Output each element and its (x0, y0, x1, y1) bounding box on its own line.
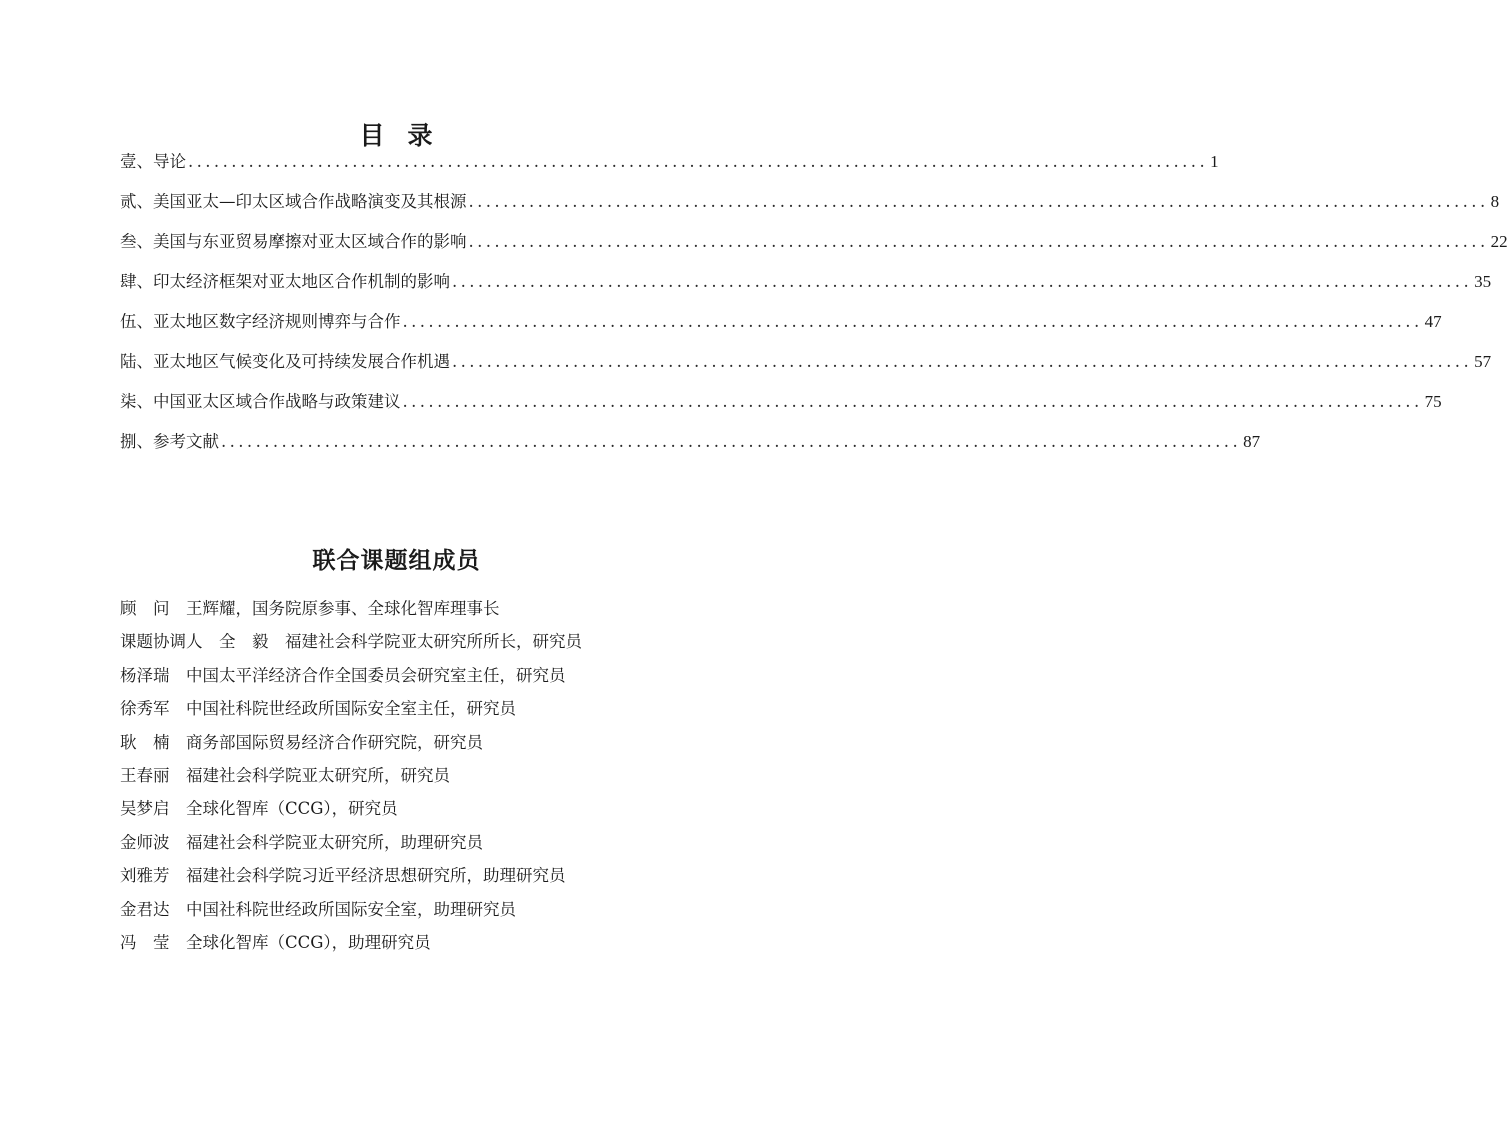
member-description: 全 毅 福建社会科学院亚太研究所所长，研究员 (219, 632, 582, 652)
toc-entry-label: 捌、参考文献 (120, 432, 219, 451)
member-row (120, 896, 720, 929)
toc-page-number: 1 (1210, 152, 1219, 171)
member-row (120, 695, 720, 728)
member-row (120, 929, 720, 962)
member-description: 全球化智库（CCG），研究员 (186, 799, 398, 819)
member-row (120, 628, 720, 661)
toc-entry-3[interactable] (120, 227, 1508, 267)
toc-entry-2[interactable] (120, 187, 1500, 227)
toc-dot-leader: ...................................................................................................................... (452, 272, 1473, 291)
member-description: 福建社会科学院习近平经济思想研究所，助理研究员 (186, 866, 566, 886)
toc-dot-leader: ...................................................................................................................... (402, 392, 1423, 411)
member-name: 吴梦启 (120, 799, 170, 819)
member-description: 全球化智库（CCG），助理研究员 (186, 932, 431, 952)
toc-title-part1: 目 (359, 120, 386, 150)
toc-page-number: 47 (1424, 312, 1442, 331)
toc-dot-leader: ...................................................................................................................... (221, 432, 1242, 451)
members-list (120, 595, 720, 962)
member-description: 中国社科院世经政所国际安全室主任，研究员 (186, 699, 516, 719)
member-name: 刘雅芳 (120, 866, 170, 886)
member-description: 中国太平洋经济合作全国委员会研究室主任，研究员 (186, 665, 566, 685)
toc-entry-label: 贰、美国亚太—印太区域合作战略演变及其根源 (120, 192, 467, 211)
toc-entry-7[interactable] (120, 387, 1442, 427)
member-name: 顾 问 (120, 599, 170, 618)
toc-entry-label: 柒、中国亚太区域合作战略与政策建议 (120, 392, 401, 411)
toc-entry-4[interactable] (120, 267, 1492, 307)
toc-page-number: 8 (1490, 192, 1500, 211)
toc-entry-6[interactable] (120, 347, 1492, 387)
toc-dot-leader: ...................................................................................................................... (452, 352, 1473, 371)
member-row (120, 795, 720, 828)
member-row (120, 862, 720, 895)
member-description: 福建社会科学院亚太研究所，助理研究员 (186, 832, 483, 852)
toc-title-part2: 录 (407, 120, 434, 150)
toc-entry-5[interactable] (120, 307, 1442, 347)
member-description: 福建社会科学院亚太研究所，研究员 (186, 765, 450, 785)
toc-page-number: 57 (1474, 352, 1492, 371)
toc-entry-label: 伍、亚太地区数字经济规则博弈与合作 (120, 312, 401, 331)
member-name: 耿 楠 (120, 732, 170, 752)
toc-entry-label: 肆、印太经济框架对亚太地区合作机制的影响 (120, 272, 450, 291)
member-name: 王春丽 (120, 765, 170, 785)
toc-page-number: 22 (1490, 232, 1508, 251)
member-description: 王辉耀，国务院原参事、全球化智库理事长 (186, 599, 500, 618)
toc-page-number: 87 (1243, 432, 1261, 451)
member-description: 商务部国际贸易经济合作研究院，研究员 (186, 732, 483, 752)
member-row (120, 729, 720, 762)
toc-entry-8[interactable] (120, 427, 1261, 467)
toc-dot-leader: ...................................................................................................................... (188, 152, 1209, 171)
toc-page-number: 35 (1474, 272, 1492, 291)
member-row (120, 762, 720, 795)
toc-dot-leader: ...................................................................................................................... (468, 232, 1489, 251)
toc-entry-label: 壹、导论 (120, 152, 186, 171)
member-description: 中国社科院世经政所国际安全室，助理研究员 (186, 899, 516, 919)
table-of-contents (120, 147, 1508, 467)
member-row (120, 595, 720, 628)
toc-entry-1[interactable] (120, 147, 1219, 187)
member-name: 徐秀军 (120, 699, 170, 719)
toc-entry-label: 叁、美国与东亚贸易摩擦对亚太区域合作的影响 (120, 232, 467, 251)
member-name: 金君达 (120, 899, 170, 919)
member-name: 金师波 (120, 832, 170, 852)
member-name: 课题协调人 (120, 632, 203, 652)
toc-page-number: 75 (1424, 392, 1442, 411)
member-row (120, 662, 720, 695)
member-name: 冯 莹 (120, 932, 170, 952)
members-section-title: 联合课题组成员 (312, 547, 481, 575)
member-row (120, 829, 720, 862)
toc-dot-leader: ...................................................................................................................... (402, 312, 1423, 331)
toc-dot-leader: ...................................................................................................................... (468, 192, 1489, 211)
toc-entry-label: 陆、亚太地区气候变化及可持续发展合作机遇 (120, 352, 450, 371)
member-name: 杨泽瑞 (120, 665, 170, 685)
